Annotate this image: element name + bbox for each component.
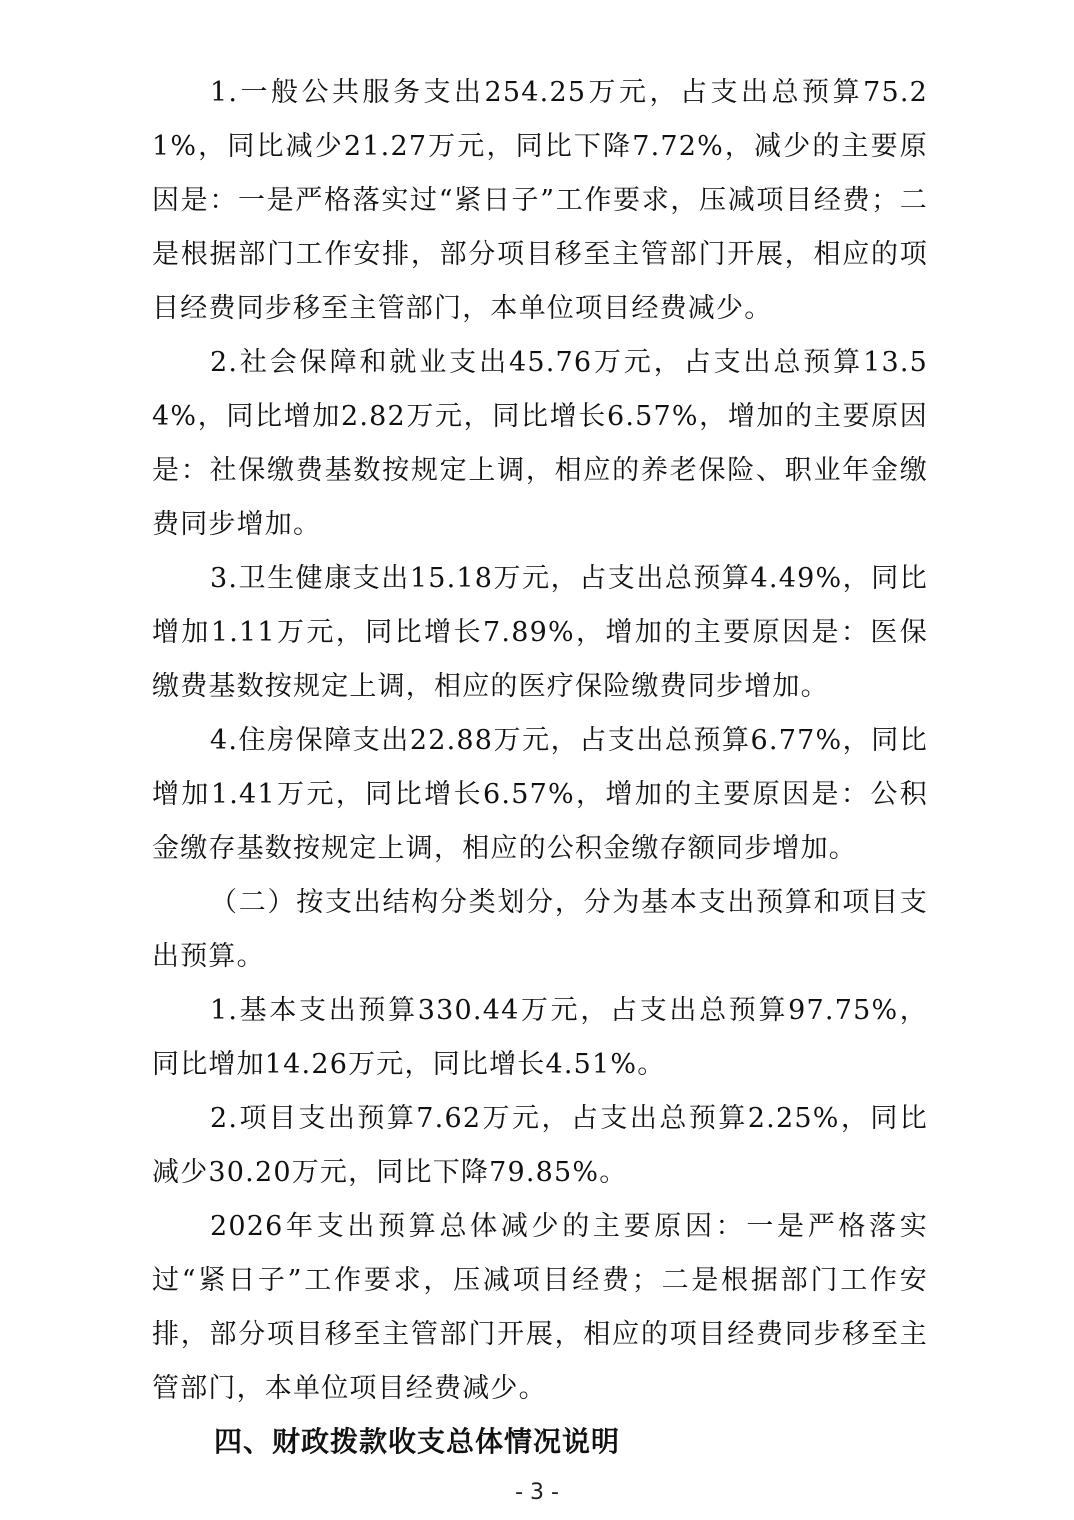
paragraph-expenditure-structure: （二）按支出结构分类划分，分为基本支出预算和项目支出预算。: [152, 887, 928, 972]
paragraph-housing: 4.住房保障支出22.88万元，占支出总预算6.77%，同比增加1.41万元，同比增长6.57%，增加的主要原因是：公积金缴存基数按规定上调，相应的公积金缴存额同步增加。: [152, 725, 928, 864]
paragraph-overall-decrease: 2026年支出预算总体减少的主要原因：一是严格落实过“紧日子”工作要求，压减项目经费；二是根据部门工作安排，部分项目移至主管部门开展，相应的项目经费同步移至主管部门，本单位项目经费减少。: [152, 1211, 928, 1404]
body-text: [152, 66, 928, 1416]
paragraph-health: 3.卫生健康支出15.18万元，占支出总预算4.49%，同比增加1.11万元，同比增长7.89%，增加的主要原因是：医保缴费基数按规定上调，相应的医疗保险缴费同步增加。: [152, 563, 928, 702]
paragraph-basic-expenditure: 1.基本支出预算330.44万元，占支出总预算97.75%，同比增加14.26万元，同比增长4.51%。: [152, 995, 928, 1080]
paragraph-social-security: 2.社会保障和就业支出45.76万元，占支出总预算13.54%，同比增加2.82万元，同比增长6.57%，增加的主要原因是：社保缴费基数按规定上调，相应的养老保险、职业年金缴费同步增加。: [152, 347, 928, 540]
paragraph-project-expenditure: 2.项目支出预算7.62万元，占支出总预算2.25%，同比减少30.20万元，同比下降79.85%。: [152, 1103, 928, 1188]
page-number: - 3 -: [515, 1480, 559, 1505]
paragraph-general-public-services: 1.一般公共服务支出254.25万元，占支出总预算75.21%，同比减少21.27万元，同比下降7.72%，减少的主要原因是：一是严格落实过“紧日子”工作要求，压减项目经费；二是根据部门工作安排，部分项目移至主管部门开展，相应的项目经费同步移至主管部门，本单位项目经费减少。: [152, 77, 928, 324]
section-heading: 四、财政拨款收支总体情况说明: [214, 1425, 621, 1458]
